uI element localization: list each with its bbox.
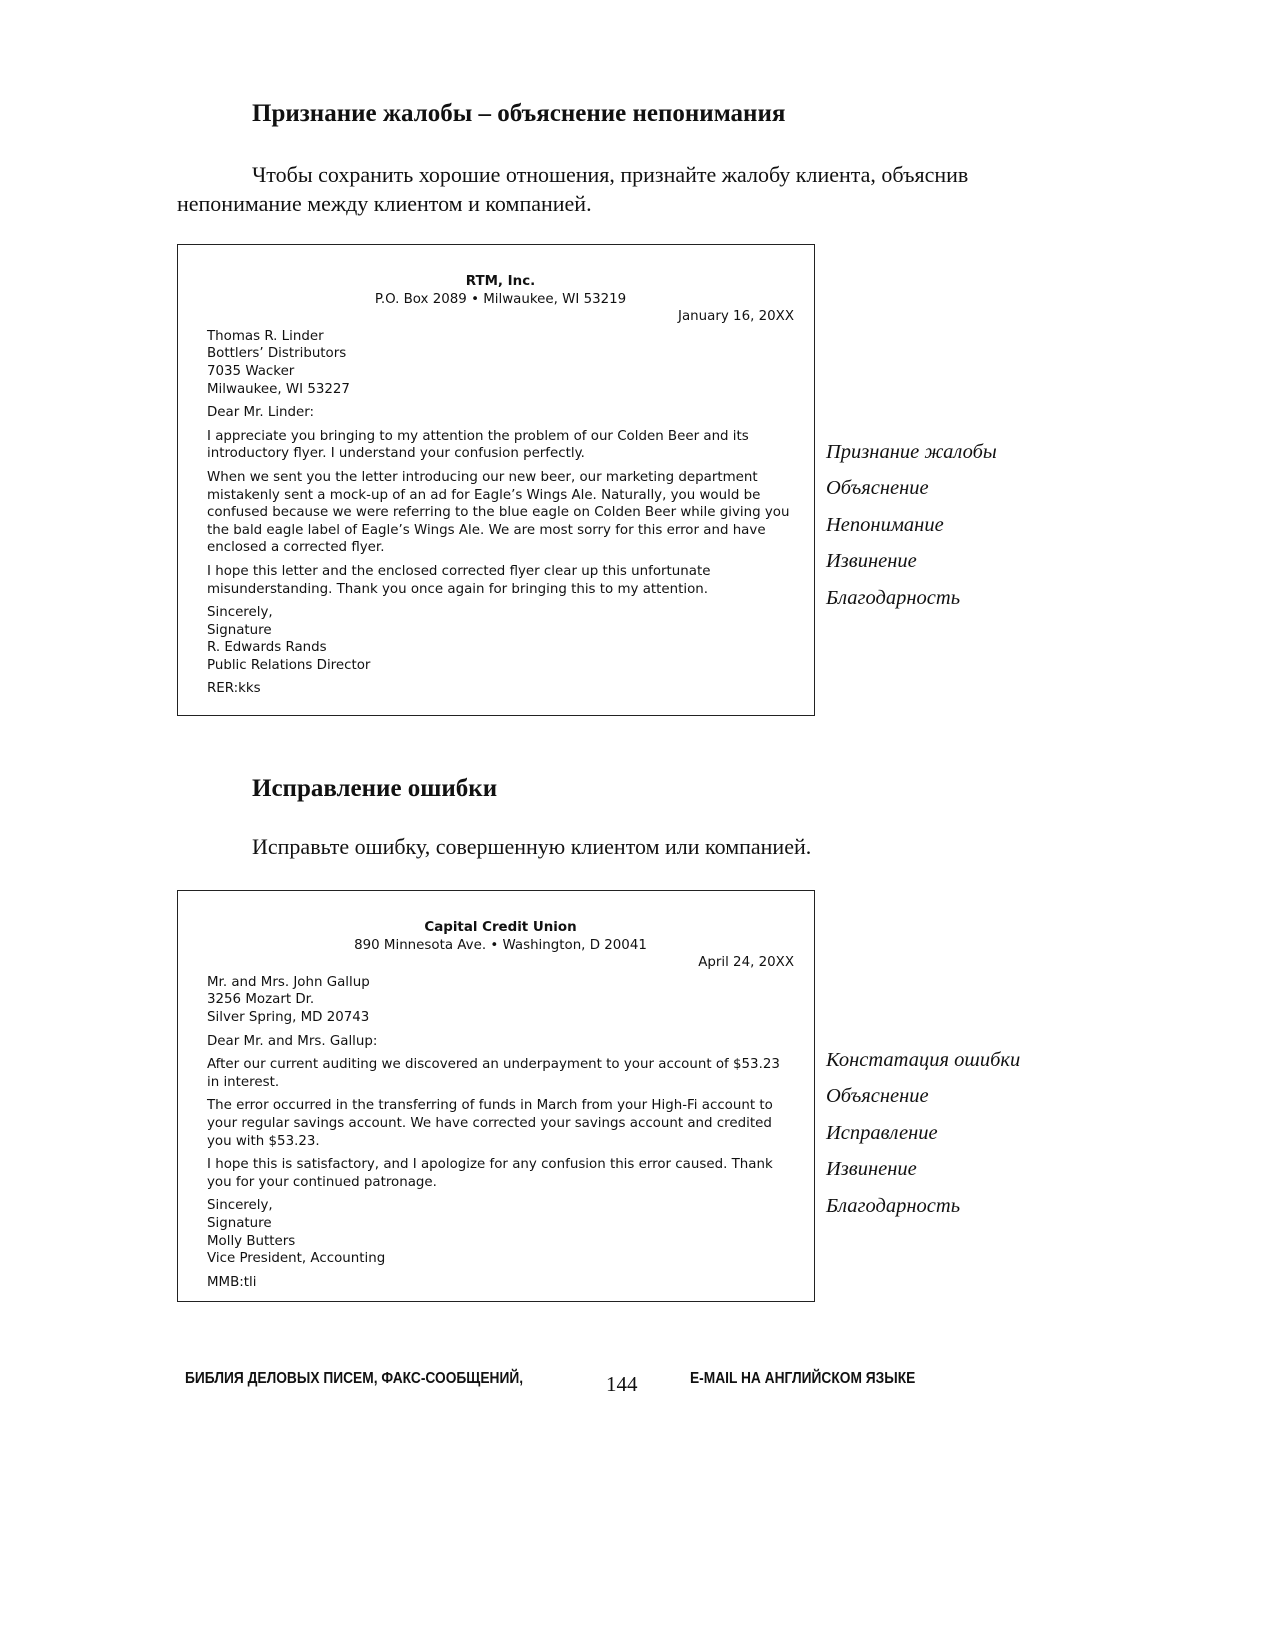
recipient-address (207, 328, 794, 398)
margin-note: Непонимание (826, 513, 944, 536)
section-intro: Чтобы сохранить хорошие отношения, признайте жалобу клиента, объяснив непонимание между клиентом и компанией. (177, 162, 969, 216)
section-heading: Признание жалобы – объяснение непонимания (252, 100, 786, 127)
salutation: Dear Mr. and Mrs. Gallup: (207, 1033, 378, 1049)
letter-date: April 24, 20XX (698, 955, 794, 971)
closing-line: Public Relations Director (207, 657, 371, 673)
letter-paragraph: I hope this letter and the enclosed corrected flyer clear up this unfortunate misunderstanding. Thank you once again for bringing this to my attention. (207, 563, 711, 597)
page-footer (185, 1370, 975, 1398)
salutation: Dear Mr. Linder: (207, 405, 315, 421)
closing-line: Vice President, Accounting (207, 1251, 386, 1267)
section-intro: Исправьте ошибку, совершенную клиентом или компанией. (252, 834, 812, 859)
letter-paragraph: When we sent you the letter introducing our new beer, our marketing department mistakenly sent a mock-up of an ad for Eagle’s Wings Ale. Naturally, you would be confused because we were referring to the blue eagle on Colden Beer while giving you the bald eagle label of Eagle’s Wings Ale. We are most sorry for this error and have enclosed a corrected flyer. (207, 469, 790, 556)
margin-notes (826, 441, 997, 623)
margin-note: Благодарность (826, 586, 961, 609)
margin-note: Извинение (826, 1158, 917, 1181)
margin-note: Объяснение (826, 477, 929, 500)
recipient-line: Mr. and Mrs. John Gallup (207, 974, 370, 990)
recipient-line: Thomas R. Linder (207, 328, 324, 344)
margin-note: Извинение (826, 550, 917, 573)
closing-line: Signature (207, 622, 272, 638)
page-number: 144 (606, 1372, 638, 1396)
reference-initials: RER:kks (207, 681, 261, 697)
letter-paragraph: I hope this is satisfactory, and I apologize for any confusion this error caused. Thank you for your continued patronage. (207, 1157, 773, 1190)
letter-paragraph: After our current auditing we discovered an underpayment to your account of $53.23 in interest. (207, 1057, 780, 1090)
letter-paragraph: The error occurred in the transferring of funds in March from your High-Fi account to your regular savings account. We have corrected your savings account and credited you with $53.23. (207, 1098, 773, 1149)
recipient-address (207, 974, 794, 1027)
letterhead-address: P.O. Box 2089 • Milwaukee, WI 53219 (374, 291, 627, 307)
letter-date: January 16, 20XX (678, 309, 794, 325)
letterhead-address: 890 Minnesota Ave. • Washington, D 20041 (354, 937, 647, 953)
recipient-line: Silver Spring, MD 20743 (207, 1009, 370, 1025)
letter-paragraph: I appreciate you bringing to my attention the problem of our Colden Beer and its introductory flyer. I understand your confusion perfectly. (207, 428, 749, 462)
margin-note: Объяснение (826, 1085, 929, 1108)
footer-book-title-left: БИБЛИЯ ДЕЛОВЫХ ПИСЕМ, ФАКС-СООБЩЕНИЙ, (185, 1370, 524, 1387)
recipient-line: Bottlers’ Distributors (207, 346, 347, 362)
closing-line: Sincerely, (207, 1198, 273, 1214)
margin-note: Констатация ошибки (826, 1049, 1021, 1071)
letterhead-company: RTM, Inc. (465, 274, 536, 289)
closing-line: Sincerely, (207, 605, 273, 621)
letter-closing (207, 604, 794, 674)
sample-letter (177, 890, 815, 1302)
sample-letter (177, 244, 815, 716)
recipient-line: 3256 Mozart Dr. (207, 992, 315, 1008)
closing-line: R. Edwards Rands (207, 640, 327, 656)
recipient-line: 7035 Wacker (207, 363, 295, 379)
letter-closing (207, 1197, 794, 1267)
recipient-line: Milwaukee, WI 53227 (207, 381, 350, 397)
reference-initials: MMB:tli (207, 1274, 257, 1290)
letterhead-company: Capital Credit Union (424, 920, 577, 935)
margin-note: Благодарность (826, 1194, 961, 1217)
margin-note: Исправление (826, 1121, 938, 1144)
section-heading: Исправление ошибки (252, 775, 498, 802)
closing-line: Signature (207, 1215, 272, 1231)
footer-book-title-right: E-MAIL НА АНГЛИЙСКОМ ЯЗЫКЕ (690, 1370, 916, 1387)
margin-notes (826, 1049, 1020, 1231)
closing-line: Molly Butters (207, 1233, 296, 1249)
margin-note: Признание жалобы (826, 441, 997, 463)
